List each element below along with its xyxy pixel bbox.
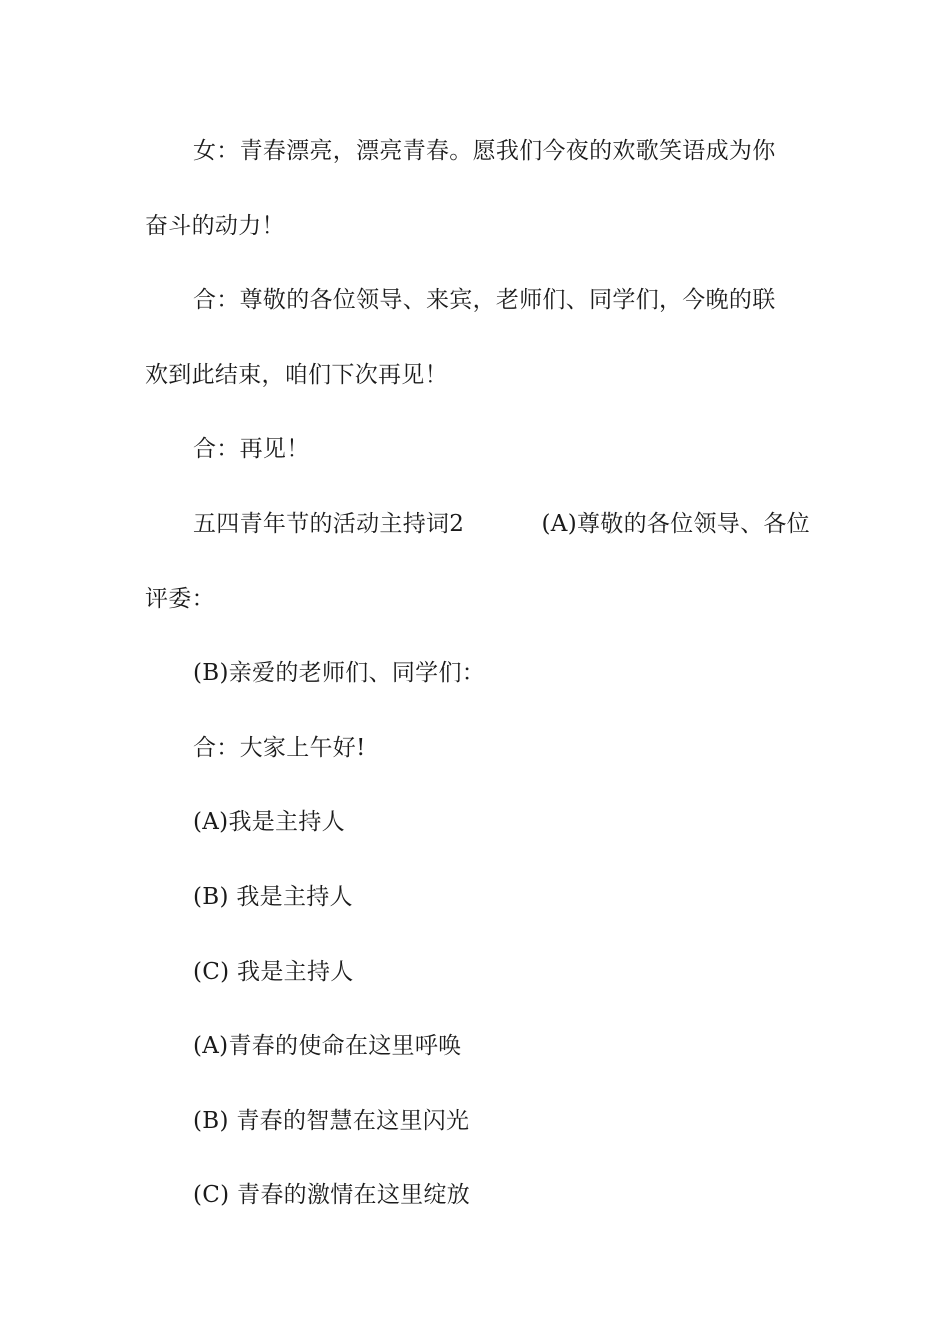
paragraph-line: (A)我是主持人 [193,809,345,836]
paragraph-line: (B)亲爱的老师们、同学们： [193,660,486,687]
document-body [145,114,810,1233]
paragraph-text: (A)尊敬的各位领导、各位 [541,510,810,537]
paragraph-line: (B) 我是主持人 [193,883,353,910]
paragraph-line: 合：大家上午好! [193,734,366,761]
paragraph-line: 合：再见！ [193,436,310,463]
paragraph-line: 合：尊敬的各位领导、来宾，老师们、同学们，今晚的联 [193,287,776,314]
paragraph-line: (A)青春的使命在这里呼唤 [193,1033,462,1060]
paragraph-line: 欢到此结束，咱们下次再见！ [145,361,448,388]
section-heading-line [145,487,810,562]
section-title: 五四青年节的活动主持词2 [193,510,465,537]
paragraph-line: 女：青春漂亮，漂亮青春。愿我们今夜的欢歌笑语成为你 [193,138,776,164]
paragraph-line: (C) 我是主持人 [193,958,354,985]
paragraph-line: 评委： [145,585,215,612]
paragraph-line: (C) 青春的激情在这里绽放 [193,1182,471,1209]
paragraph-line: (B) 青春的智慧在这里闪光 [193,1107,470,1134]
paragraph-line: 奋斗的动力！ [145,212,285,239]
